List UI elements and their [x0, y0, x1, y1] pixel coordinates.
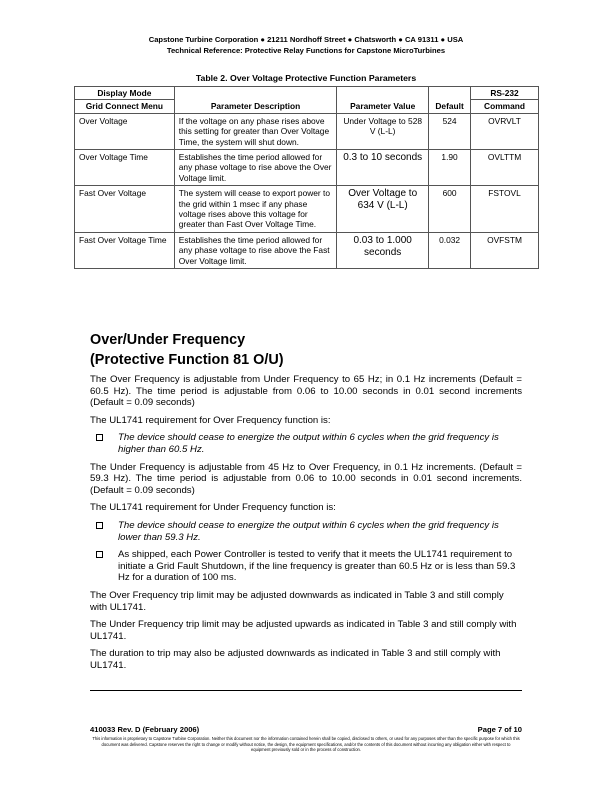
table-row	[75, 113, 539, 149]
row-command: FSTOVL	[471, 186, 539, 233]
header-grid-connect-menu: Display Mode Grid Connect Menu	[75, 87, 175, 114]
section-heading-line2: (Protective Function 81 O/U)	[90, 352, 284, 368]
list-item	[90, 432, 522, 455]
page-header	[0, 35, 612, 56]
checkbox-bullet-icon	[96, 551, 103, 558]
paragraph-ul-over-requirement: The UL1741 requirement for Over Frequency function is:	[90, 414, 331, 426]
header-title-line: Technical Reference: Protective Relay Functions for Capstone MicroTurbines	[166, 45, 446, 55]
row-description: Establishes the time period allowed for any phase voltage to rise above the Over Voltage limit.	[174, 150, 337, 186]
row-name: Over Voltage Time	[75, 150, 175, 186]
header-parameter-value: Parameter Value	[337, 87, 429, 114]
header-default: Default	[429, 87, 471, 114]
checkbox-bullet-icon	[96, 434, 103, 441]
table-row	[75, 150, 539, 186]
row-value: Over Voltage to 634 V (L-L)	[337, 186, 429, 233]
paragraph-under-trip-limit: The Under Frequency trip limit may be adjusted upwards as indicated in Table 3 and still comply with UL1741.	[90, 619, 517, 642]
paragraph-under-frequency: The Under Frequency is adjustable from 45 Hz to Over Frequency, in 0.1 Hz increments. (Default = 59.3 Hz). The time period is adjustable from 0.06 to 10.00 seconds in 0.01 second increments. (Default = 0.09 seconds)	[90, 461, 522, 496]
footer-doc-id: 410033 Rev. D (February 2006)	[90, 725, 200, 734]
list-item	[90, 520, 522, 543]
row-default: 0.032	[429, 232, 471, 268]
row-default: 600	[429, 186, 471, 233]
table-header-row	[75, 87, 539, 114]
paragraph-over-trip-limit: The Over Frequency trip limit may be adjusted downwards as indicated in Table 3 and still comply with UL1741.	[90, 589, 504, 613]
footer-divider	[90, 690, 522, 691]
list-item	[90, 549, 522, 584]
bullet-text: As shipped, each Power Controller is tested to verify that it meets the UL1741 requirement to initiate a Grid Fault Shutdown, if the line frequency is greater than 60.5 Hz or is less than 59.3 Hz for a duration of 100 ms.	[118, 549, 516, 584]
row-default: 524	[429, 113, 471, 149]
paragraph-ul-under-requirement: The UL1741 requirement for Under Frequency function is:	[90, 502, 336, 514]
header-rs232: RS-232	[471, 88, 538, 100]
bullet-text: The device should cease to energize the output within 6 cycles when the grid frequency is higher than 60.5 Hz.	[118, 432, 499, 455]
row-command: OVLTTM	[471, 150, 539, 186]
row-command: OVRVLT	[471, 113, 539, 149]
table-row	[75, 232, 539, 268]
row-value: Under Voltage to 528 V (L-L)	[337, 113, 429, 149]
row-description: The system will cease to export power to the grid within 1 msec if any phase voltage rises above this voltage for greater than Fast Over Voltage Time.	[174, 186, 337, 233]
row-command: OVFSTM	[471, 232, 539, 268]
row-name: Fast Over Voltage Time	[75, 232, 175, 268]
footer-page-number: Page 7 of 10	[477, 725, 522, 734]
row-description: If the voltage on any phase rises above this setting for greater than Over Voltage Time, the system will shut down.	[174, 113, 337, 149]
row-value: 0.3 to 10 seconds	[337, 150, 429, 186]
table-row	[75, 186, 539, 233]
section-body	[90, 374, 522, 677]
table-title: Table 2. Over Voltage Protective Function Parameters	[195, 73, 417, 83]
paragraph-duration-trip: The duration to trip may also be adjusted downwards as indicated in Table 3 and still comply with UL1741.	[90, 648, 501, 671]
section-heading-line1: Over/Under Frequency	[90, 332, 246, 348]
footer-disclaimer: This information is proprietary to Capstone Turbine Corporation. Neither this document nor the information contained herein shall be copied, disclosed to others, or used for any purposes other than the specific purpose for which this document was delivered. Capstone reserves the right to change or modify without notice, the design, the equipment specifications, and/or the contents of this document without incurring any obligation either with respect to equipment previously sold or in the process of construction.	[92, 736, 520, 753]
header-parameter-description: Parameter Description	[174, 87, 337, 114]
header-display-mode: Display Mode	[75, 88, 174, 100]
paragraph-over-frequency: The Over Frequency is adjustable from Under Frequency to 65 Hz; in 0.1 Hz increments (Default = 60.5 Hz). The time period is adjustable from 0.06 to 10.00 seconds in 0.01 second increments (Default = 0.09 seconds)	[90, 374, 522, 409]
row-value: 0.03 to 1.000 seconds	[337, 232, 429, 268]
row-name: Over Voltage	[75, 113, 175, 149]
row-default: 1.90	[429, 150, 471, 186]
parameters-table	[74, 86, 539, 269]
header-rs232-command: RS-232 Command	[471, 87, 539, 114]
header-company-line: Capstone Turbine Corporation ● 21211 Nordhoff Street ● Chatsworth ● CA 91311 ● USA	[148, 35, 464, 44]
section-heading	[90, 330, 284, 370]
row-name: Fast Over Voltage	[75, 186, 175, 233]
row-description: Establishes the time period allowed for any phase voltage to rise above the Fast Over Voltage limit.	[174, 232, 337, 268]
bullet-text: The device should cease to energize the output within 6 cycles when the grid frequency is lower than 59.3 Hz.	[118, 519, 499, 543]
checkbox-bullet-icon	[96, 522, 103, 529]
